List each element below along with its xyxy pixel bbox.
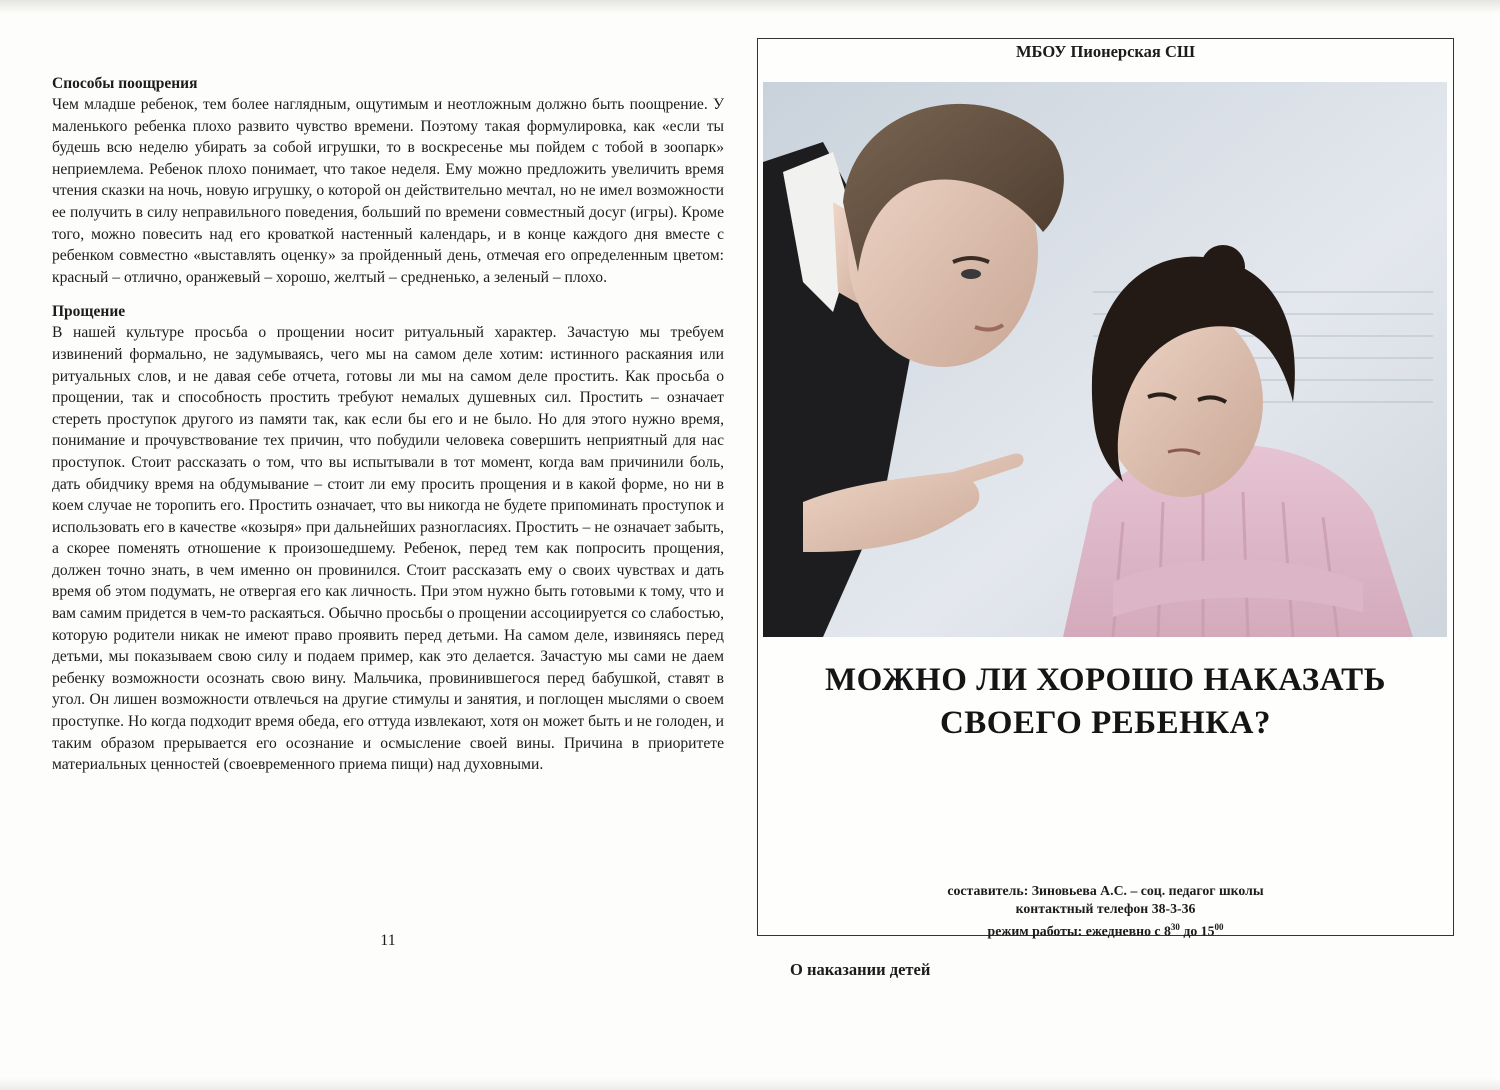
woman-scolding-child-photo <box>763 82 1447 637</box>
school-name: МБОУ Пионерская СШ <box>1015 42 1196 61</box>
section-heading-forgiveness: Прощение <box>52 303 126 321</box>
credits-block <box>758 882 1453 941</box>
author-line: составитель: Зиновьева А.С. – соц. педагог школы <box>947 883 1264 898</box>
phone-line: контактный телефон 38-3-36 <box>1015 901 1196 916</box>
hours-prefix: режим работы: ежедневно с 8 <box>987 923 1171 939</box>
page-number: 11 <box>380 932 396 949</box>
paragraph-rewards: Чем младше ребенок, тем более наглядным, ощутимым и неотложным должно быть поощрение. У маленького ребенка плохо развито чувство времени. Поэтому такая формулировка, как «если ты будешь всю неделю убирать за собой игрушки, то в воскресенье мы пойдем с тобой в зоопарк» неприемлема. Ребенок плохо понимает, что такое неделя. Ему можно предложить увеличить время чтения сказки на ночь, новую игрушку, о которой он действительно мечтал, но не имел возможности ее получить в силу неправильного поведения, больший по времени совместный досуг (игры). Кроме того, можно повесить над его кроваткой настенный календарь, и в конце каждого дня вместе с ребенком совместно «выставлять оценку» за пройденный день, отмечая его определенным цветом: красный – отлично, оранжевый – хорошо, желтый – средненько, а зеленый – плохо. <box>52 96 724 286</box>
scan-top-edge <box>0 0 1500 14</box>
scan-bottom-edge <box>0 1078 1500 1090</box>
paragraph-forgiveness: В нашей культуре просьба о прощении носит ритуальный характер. Зачастую мы требуем извинений формально, не задумываясь, чего мы на самом деле хотим: истинного раскаяния или ритуальных слов, и не давая себе отчета, готовы ли мы на самом деле простить. Как просьба о прощении, так и способность простить требуют немалых душевных сил. Простить – означает стереть проступок другого из памяти так, как если бы его и не было. Но для этого нужно время, понимание и прочувствование тех причин, что побудили человека совершить неприятный для нас проступок. Стоит рассказать о том, что вы испытывали в тот момент, когда вам причинили боль, дать обидчику время на обдумывание – стоит ли ему просить прощения и в какой форме, но ни в коем случае не торопить его. Простить означает, что вы никогда не будете припоминать проступок и использовать его в качестве «козыря» при дальнейших разногласиях. Простить – не означает забыть, а скорее поменять отношение к произошедшему. Ребенок, перед тем как попросить прощения, должен точно знать, в чем именно он провинился. Стоит рассказать ему о своих чувствах и дать время об этом подумать, не отвергая его как личность. При этом нужно быть готовыми к тому, что и вам самим придется в чем-то раскаяться. Обычно просьбы о прощении ассоциируется со слабостью, которую родители никак не имеют право проявить перед детьми. На самом деле, извиняясь перед детьми, мы показываем свою силу и подаем пример, как это делается. Зачастую мы сами не даем ребенку возможности осознать свою вину. Мальчика, провинившегося перед бабушкой, ставят в угол. Он лишен возможности отвлечься на другие стимулы и занятия, и поглощен мыслями о своем проступке. Но когда подходит время обеда, его оттуда извлекают, хотя он может быть и не голоден, и таким образом прерывается его осознание и осмысление своей вины. Причина в приоритете материальных ценностей (своевременного приема пищи) над духовными. <box>52 324 724 774</box>
brochure-title-line1: МОЖНО ЛИ ХОРОШО НАКАЗАТЬ <box>825 662 1386 698</box>
brochure-title <box>758 659 1453 745</box>
hours-line <box>758 918 1453 941</box>
section-heading-rewards: Способы поощрения <box>52 75 198 92</box>
hours-to-minutes: 00 <box>1214 922 1224 932</box>
brochure-title-line2: СВОЕГО РЕБЕНКА? <box>939 705 1272 741</box>
left-page <box>52 74 724 776</box>
hours-mid: до 15 <box>1179 923 1215 939</box>
brochure-cover <box>757 38 1454 939</box>
hours-from-minutes: 30 <box>1170 922 1180 932</box>
photo-illustration <box>763 82 1447 637</box>
back-page-title: О наказании детей <box>790 960 931 979</box>
